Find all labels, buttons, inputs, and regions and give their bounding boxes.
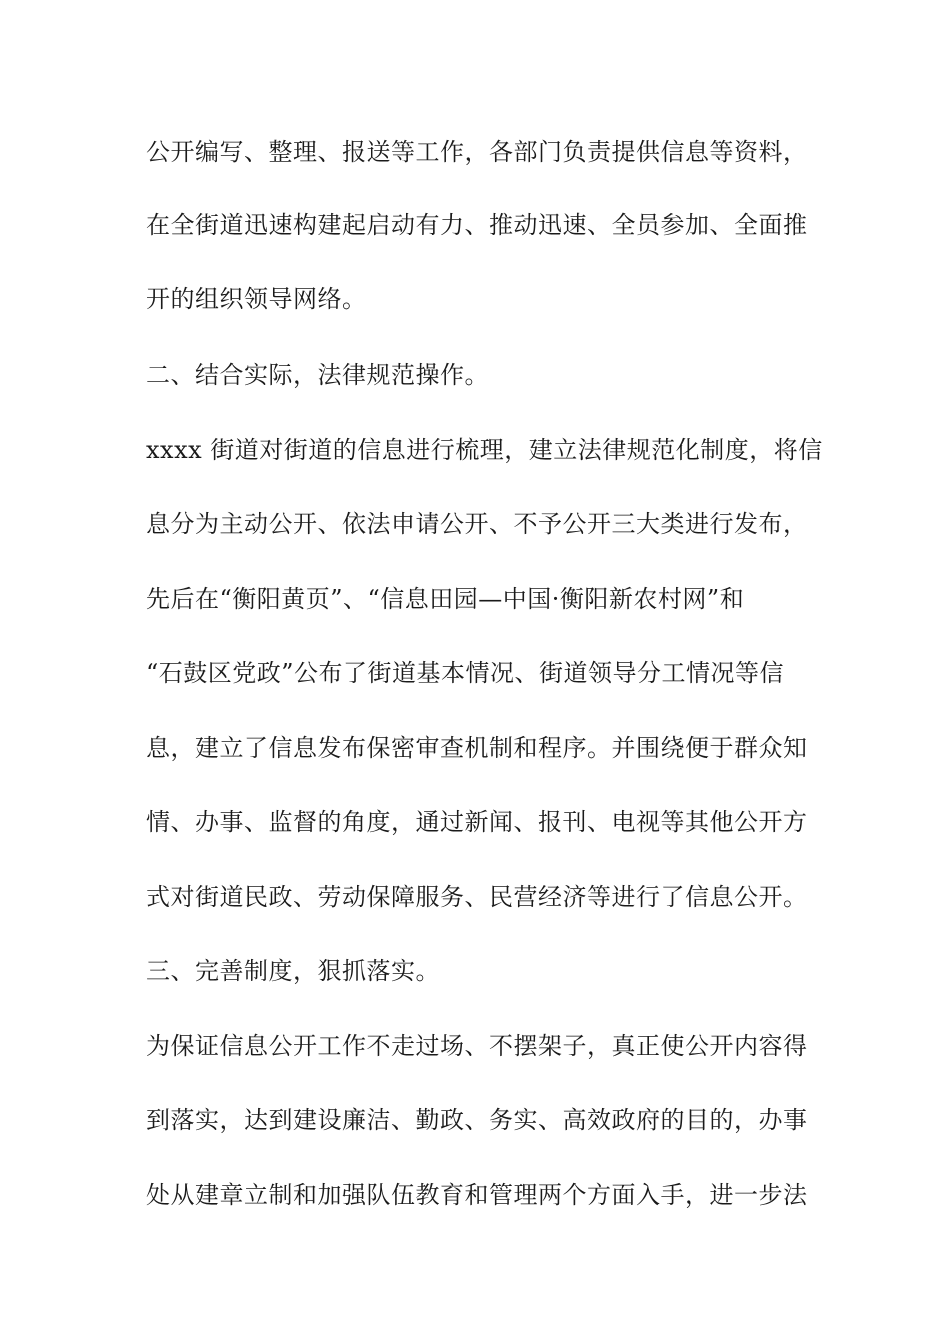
text-line: 息，建立了信息发布保密审查机制和程序。并围绕便于群众知 bbox=[146, 734, 808, 762]
text-line: 处从建章立制和加强队伍教育和管理两个方面入手，进一步法 bbox=[146, 1181, 808, 1209]
text-line: 情、办事、监督的角度，通过新闻、报刊、电视等其他公开方 bbox=[146, 808, 808, 836]
text-line: 为保证信息公开工作不走过场、不摆架子，真正使公开内容得 bbox=[146, 1032, 808, 1060]
text-line: 式对街道民政、劳动保障服务、民营经济等进行了信息公开。 bbox=[146, 883, 808, 911]
text-line: “石鼓区党政”公布了街道基本情况、街道领导分工情况等信 bbox=[146, 659, 785, 687]
section-heading: 二、结合实际，法律规范操作。 bbox=[146, 361, 489, 389]
text-line: 公开编写、整理、报送等工作，各部门负责提供信息等资料， bbox=[146, 138, 808, 166]
text-line: 开的组织领导网络。 bbox=[146, 285, 367, 313]
text-line: xxxx 街道对街道的信息进行梳理，建立法律规范化制度，将信 bbox=[146, 436, 823, 464]
text-line: 在全街道迅速构建起启动有力、推动迅速、全员参加、全面推 bbox=[146, 211, 808, 239]
text-line: 到落实，达到建设廉洁、勤政、务实、高效政府的目的，办事 bbox=[146, 1106, 808, 1134]
section-heading: 三、完善制度，狠抓落实。 bbox=[146, 957, 440, 985]
text-line: 先后在“衡阳黄页”、“信息田园—中国·衡阳新农村网”和 bbox=[146, 585, 745, 613]
text-line: 息分为主动公开、依法申请公开、不予公开三大类进行发布， bbox=[146, 510, 808, 538]
